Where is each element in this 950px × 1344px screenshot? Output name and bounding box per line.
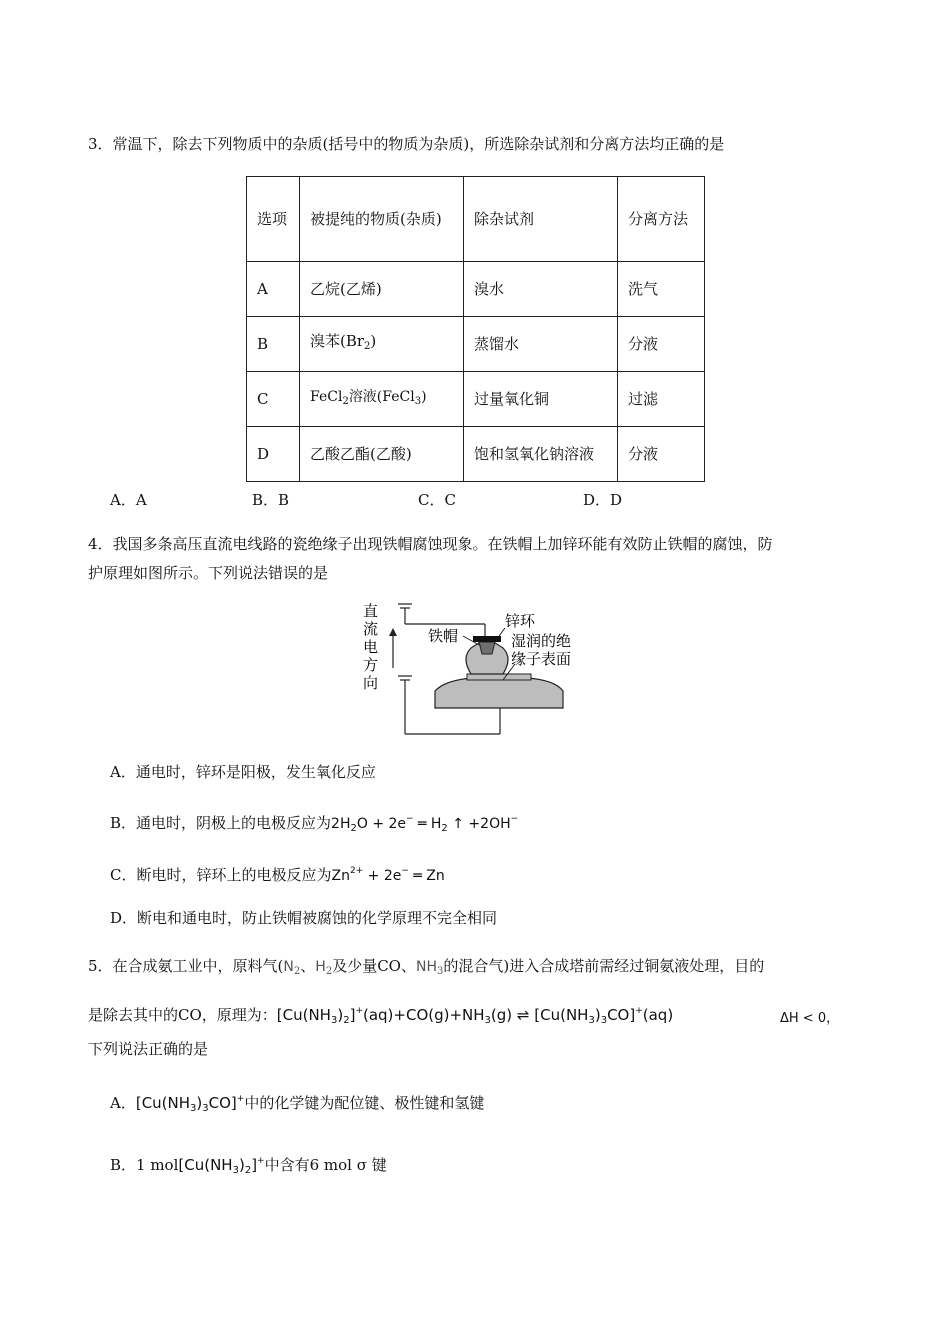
- iron-cap-label: 铁帽: [428, 627, 459, 645]
- q4-option-a[interactable]: A．通电时，锌环是阳极，发生氧化反应: [110, 763, 376, 781]
- equilibrium-equation: $[Cu(NH_3)_2]^+(aq)+CO(g)+NH_3(g)$ ⇌ $[Cu(NH_3)_3CO]^+(aq)$: [276, 1006, 674, 1026]
- reagent-cell: 溴水: [464, 262, 618, 317]
- q3-stem: 3．常温下，除去下列物质中的杂质(括号中的物质为杂质)，所选除杂试剂和分离方法均正确的是: [88, 135, 725, 153]
- substance-cell: FeCl$_2$溶液(FeCl$_3$): [300, 372, 464, 427]
- direction-arrow: [389, 628, 397, 636]
- q5-stem-line2: 是除去其中的CO，原理为：$[Cu(NH_3)_2]^+(aq)+CO(g)+NH_3(g)$ ⇌ $[Cu(NH_3)_3CO]^+(aq)$: [88, 1006, 674, 1026]
- q4-option-b[interactable]: B．通电时，阴极上的电极反应为$2H_2O + 2e^-$ ═ $H_2$ ↑ +2OH−: [110, 814, 519, 834]
- choice-d[interactable]: D．D: [583, 491, 623, 509]
- method-cell: 过滤: [618, 372, 705, 427]
- substance-cell: 乙烷(乙烯): [300, 262, 464, 317]
- option-cell: D: [247, 427, 300, 482]
- q4-stem-line1: 4．我国多条高压直流电线路的瓷绝缘子出现铁帽腐蚀现象。在铁帽上加锌环能有效防止铁帽的腐蚀，防: [88, 535, 773, 553]
- table-row: [247, 427, 705, 482]
- q4-option-d[interactable]: D．断电和通电时，防止铁帽被腐蚀的化学原理不完全相同: [110, 909, 498, 927]
- option-cell: B: [247, 317, 300, 372]
- surface-label-1: 湿润的绝: [511, 632, 572, 650]
- option-cell: C: [247, 372, 300, 427]
- direction-label-3: 电: [363, 638, 379, 656]
- table-header-row: [247, 177, 705, 262]
- direction-label-2: 流: [363, 620, 379, 638]
- table-row: [247, 262, 705, 317]
- complex-ion: $[Cu(NH_3)_2]^+$: [178, 1156, 265, 1176]
- header-cell: 选项: [247, 177, 300, 262]
- insulator-base: [435, 678, 563, 708]
- q5-option-a[interactable]: A．$[Cu(NH_3)_3CO]^+$中的化学键为配位键、极性键和氢键: [110, 1094, 485, 1114]
- method-cell: 洗气: [618, 262, 705, 317]
- zinc-ring: [473, 636, 501, 642]
- zinc-equation: $Zn^{2+} + 2e^-$ ═ Zn: [331, 866, 445, 884]
- choice-a[interactable]: A．A: [110, 491, 147, 509]
- table-row: [247, 372, 705, 427]
- zinc-ring-label: 锌环: [505, 612, 536, 630]
- header-cell: 被提纯的物质(杂质): [300, 177, 464, 262]
- header-cell: 除杂试剂: [464, 177, 618, 262]
- q4-option-c[interactable]: C．断电时，锌环上的电极反应为$Zn^{2+} + 2e^-$ ═ Zn: [110, 866, 445, 884]
- reagent-cell: 过量氧化铜: [464, 372, 618, 427]
- direction-label-4: 方: [363, 656, 379, 674]
- q4-stem-line2: 护原理如图所示。下列说法错误的是: [88, 564, 329, 582]
- substance-cell: 乙酸乙酯(乙酸): [300, 427, 464, 482]
- cathode-equation: $2H_2O + 2e^-$ ═ $H_2$ ↑ +2OH−: [331, 814, 519, 834]
- choice-c[interactable]: C．C: [418, 491, 456, 509]
- enthalpy-condition: ΔH < 0，: [780, 1011, 840, 1026]
- direction-label-5: 向: [363, 674, 379, 692]
- table-row: [247, 317, 705, 372]
- corrosion-protection-diagram: [355, 596, 605, 740]
- header-cell: 分离方法: [618, 177, 705, 262]
- complex-ion: $[Cu(NH_3)_3CO]^+$: [135, 1094, 245, 1114]
- q5-stem-line3: 下列说法正确的是: [88, 1040, 209, 1058]
- iron-cap: [479, 642, 495, 654]
- q3-table: [246, 176, 705, 482]
- method-cell: 分液: [618, 427, 705, 482]
- q5-stem-line1: 5．在合成氨工业中，原料气($N_2$、$H_2$及少量CO、$NH_3$的混合气)进入合成塔前需经过铜氨液处理，目的: [88, 957, 765, 977]
- choice-b[interactable]: B．B: [252, 491, 290, 509]
- q5-option-b[interactable]: B．1 $mol[Cu(NH_3)_2]^+$中含有6 mol σ 键: [110, 1156, 387, 1176]
- insulator-neck: [467, 674, 531, 680]
- direction-label-1: 直: [363, 602, 379, 620]
- reagent-cell: 蒸馏水: [464, 317, 618, 372]
- reagent-cell: 饱和氢氧化钠溶液: [464, 427, 618, 482]
- substance-cell: 溴苯$(Br_2)$: [300, 317, 464, 372]
- option-cell: A: [247, 262, 300, 317]
- surface-label-2: 缘子表面: [511, 650, 572, 668]
- method-cell: 分液: [618, 317, 705, 372]
